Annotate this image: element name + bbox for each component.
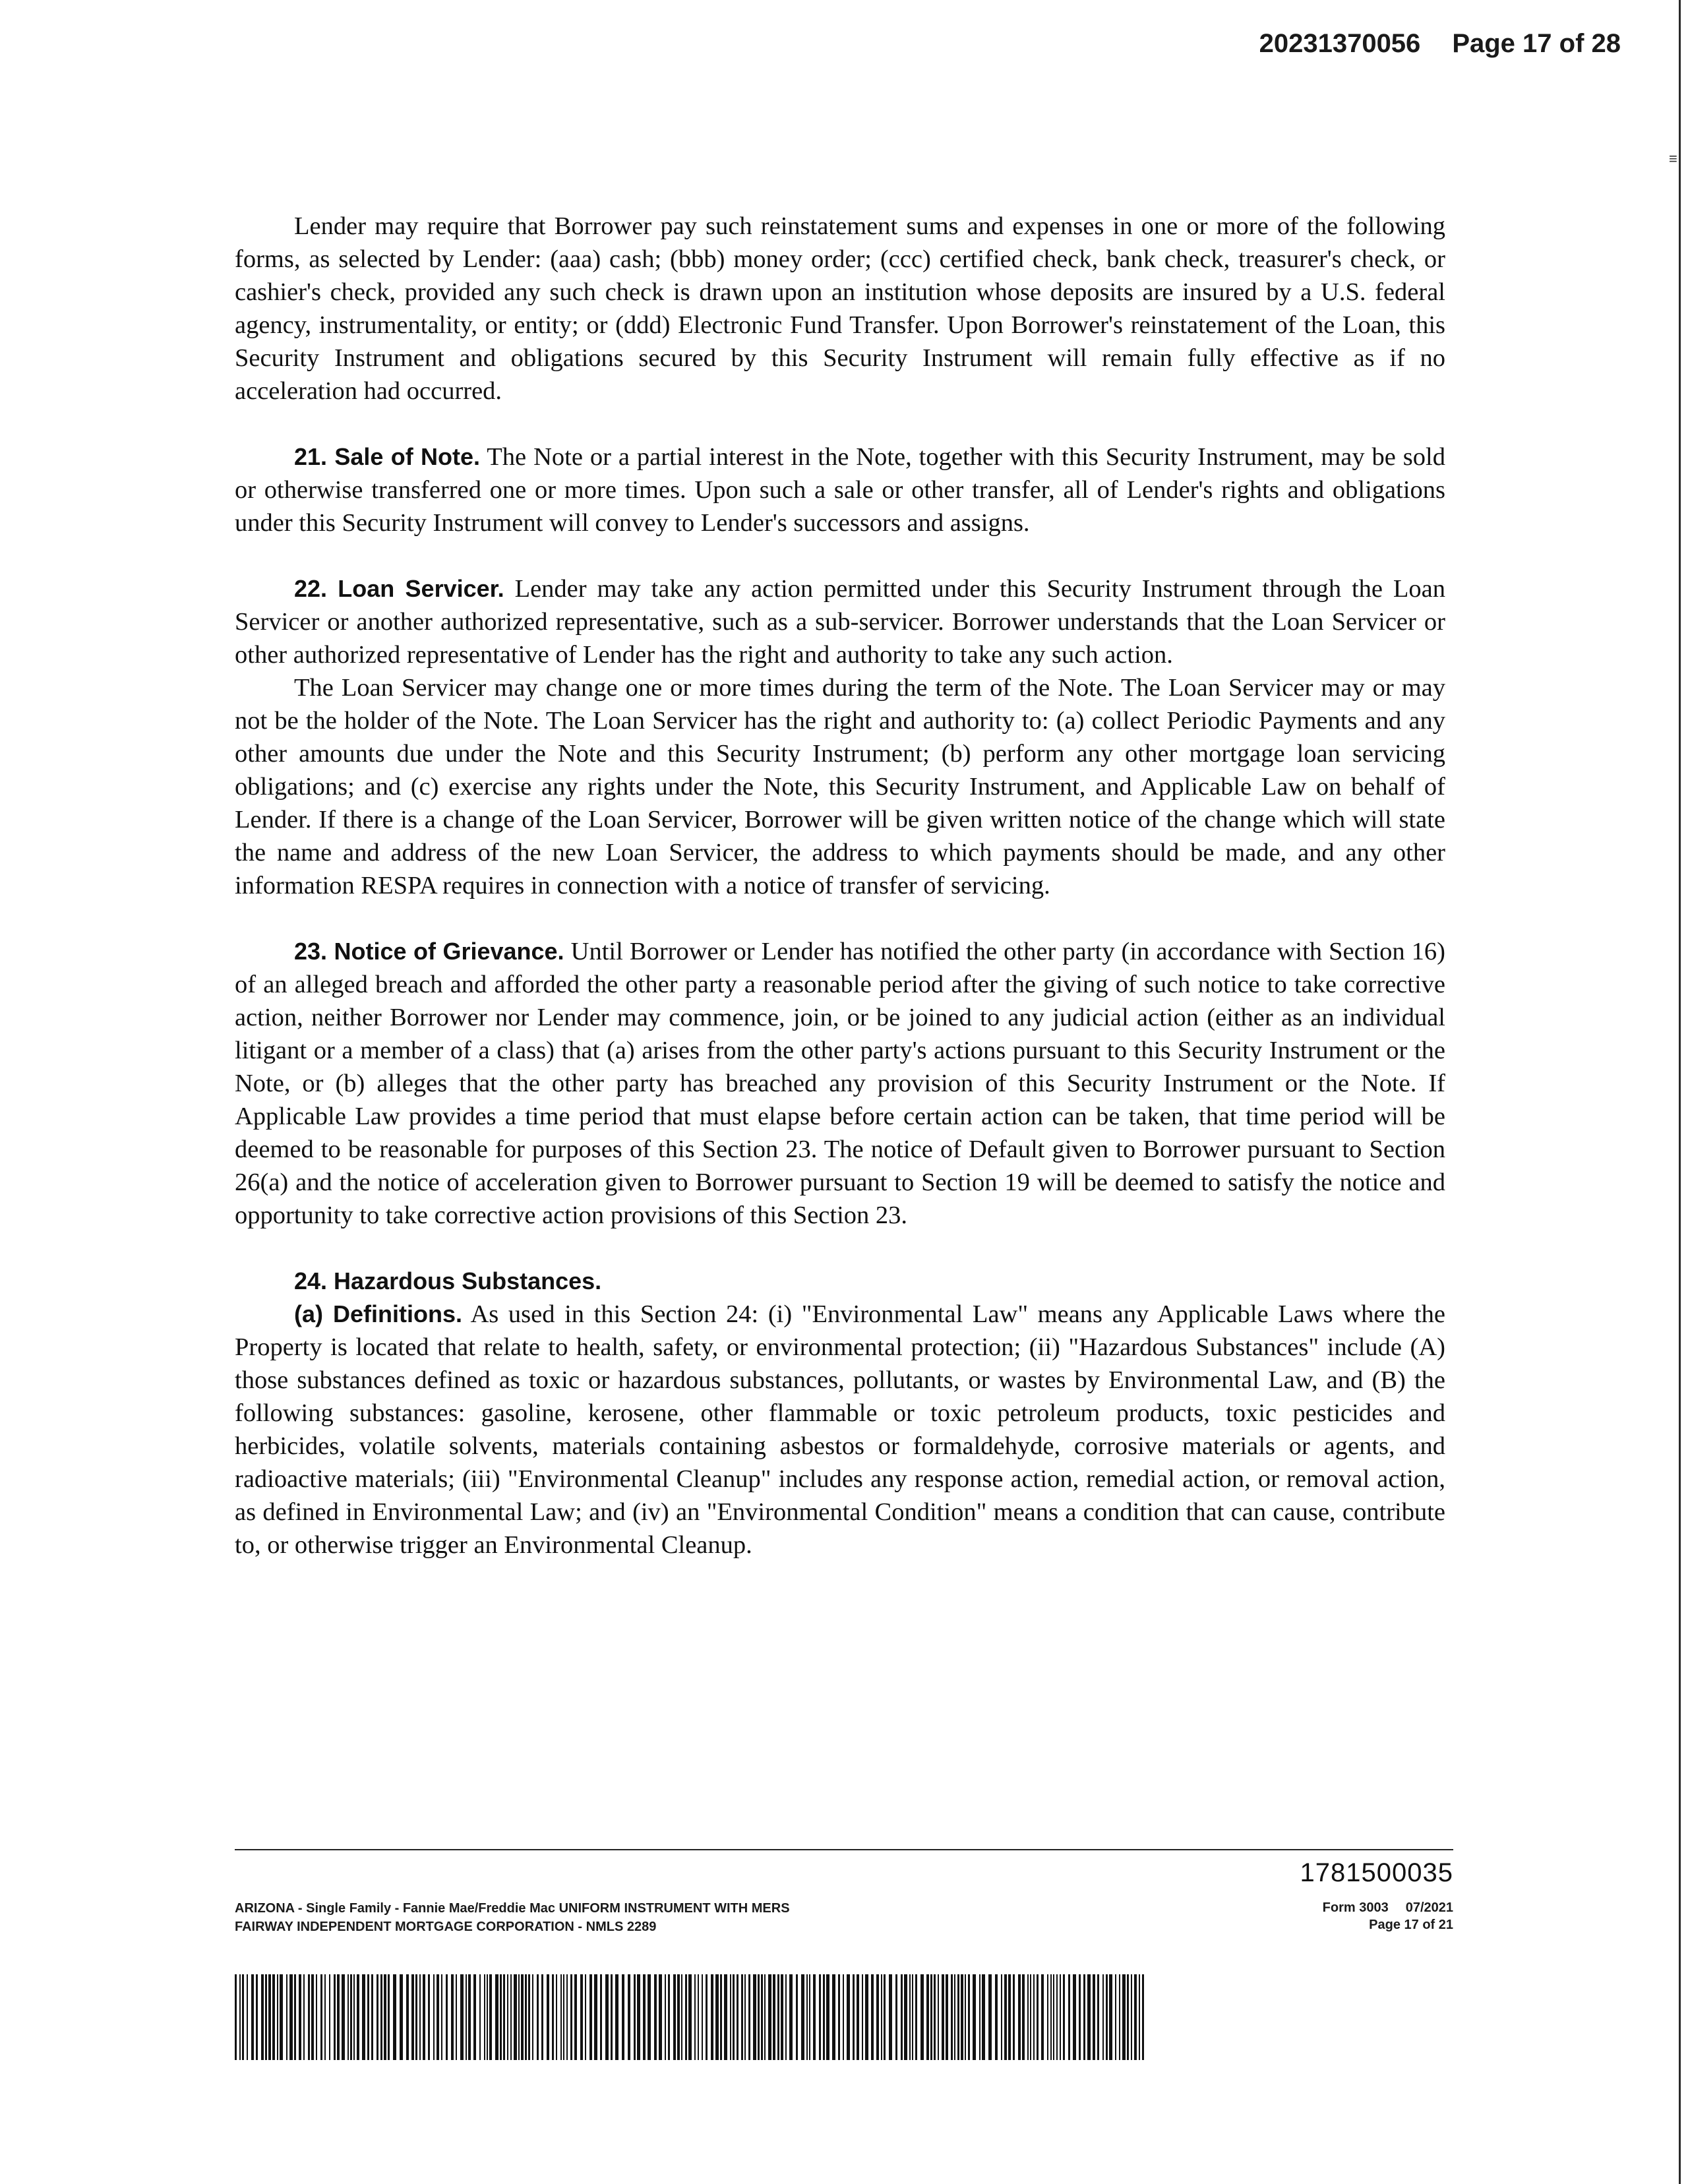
form-date: 07/2021 — [1405, 1900, 1453, 1915]
section-22 — [235, 572, 1445, 671]
section-21 — [235, 440, 1445, 539]
loan-number: 1781500035 — [1300, 1858, 1453, 1887]
form-info — [1323, 1899, 1453, 1933]
section-22-heading: 22. Loan Servicer. — [294, 575, 504, 602]
section-24-heading: 24. Hazardous Substances. — [294, 1267, 602, 1294]
form-description — [235, 1899, 790, 1936]
section-24a-heading: (a) Definitions. — [294, 1300, 462, 1327]
reinstatement-paragraph: Lender may require that Borrower pay such reinstatement sums and expenses in one or more of the following forms, as selected by Lender: (aaa) cash; (bbb) money order; (ccc) certified check, bank check, treasurer's check, or cashier's check, provided any such check is drawn upon an institution whose deposits are insured by a U.S. federal agency, instrumentality, or entity; or (ddd) Electronic Fund Transfer. Upon Borrower's reinstatement of the Loan, this Security Instrument and obligations secured by this Security Instrument will remain fully effective as if no acceleration had occurred. — [235, 212, 1445, 405]
section-22-paragraph-2: The Loan Servicer may change one or more times during the term of the Note. The Loan Servicer may or may not be the holder of the Note. The Loan Servicer has the right and authority to: (a) collect Periodic Payments and any other amounts due under the Note and this Security Instrument; (b) perform any other mortgage loan servicing obligations; and (c) exercise any rights under the Note, this Security Instrument, and Applicable Law on behalf of Lender. If there is a change of the Loan Servicer, Borrower will be given written notice of the change which will state the name and address of the new Loan Servicer, the address to which payments should be made, and any other information RESPA requires in connection with a notice of transfer of servicing. — [235, 674, 1445, 899]
page-indicator: Page 17 of 28 — [1452, 29, 1621, 58]
form-number: Form 3003 — [1322, 1900, 1389, 1915]
section-23-heading: 23. Notice of Grievance. — [294, 938, 564, 965]
section-23-text: Until Borrower or Lender has notified the other party (in accordance with Section 16) of an alleged breach and afforded the other party a reasonable period after the giving of such notice to take corrective action, neither Borrower nor Lender may commence, join, or be joined to any judicial action (either as an individual litigant or a member of a class) that (a) arises from the other party's actions pursuant to this Security Instrument or the Note, or (b) alleges that the other party has breached any provision of this Security Instrument or the Note. If Applicable Law provides a time period that must elapse before certain action can be taken, that time period will be deemed to be reasonable for purposes of this Section 23. The notice of Default given to Borrower pursuant to Section 26(a) and the notice of acceleration given to Borrower pursuant to Section 19 will be deemed to satisfy the notice and opportunity to take corrective action provisions of this Section 23. — [235, 938, 1445, 1229]
scan-edge-mark: ≡ — [1669, 150, 1677, 167]
section-24a-text: As used in this Section 24: (i) "Environmental Law" means any Applicable Laws where the Property is located that relate to health, safety, or environmental protection; (ii) "Hazardous Substances" include (A) those substances defined as toxic or hazardous substances, pollutants, or wastes by Environmental Law, and (B) the following substances: gasoline, kerosene, other flammable or toxic petroleum products, toxic pesticides and herbicides, volatile solvents, materials containing asbestos or formaldehyde, corrosive materials or agents, and radioactive materials; (iii) "Environmental Cleanup" includes any response action, remedial action, or removal action, as defined in Environmental Law; and (iv) an "Environmental Condition" means a condition that can cause, contribute to, or otherwise trigger an Environmental Cleanup. — [235, 1300, 1445, 1559]
form-description-line-2: FAIRWAY INDEPENDENT MORTGAGE CORPORATION - NMLS 2289 — [235, 1920, 657, 1934]
footer-divider — [235, 1849, 1453, 1850]
document-number: 20231370056 — [1259, 29, 1421, 58]
section-24a — [235, 1298, 1445, 1562]
barcode — [235, 1974, 1145, 2060]
document-body — [235, 210, 1445, 1562]
section-23 — [235, 935, 1445, 1232]
form-description-line-1: ARIZONA - Single Family - Fannie Mae/Freddie Mac UNIFORM INSTRUMENT WITH MERS — [235, 1901, 790, 1916]
form-page: Page 17 of 21 — [1369, 1918, 1453, 1932]
section-21-heading: 21. Sale of Note. — [294, 443, 481, 470]
section-21-text: The Note or a partial interest in the Note, together with this Security Instrument, may be sold or otherwise transferred one or more times. Upon such a sale or other transfer, all of Lender's rights and obligations under this Security Instrument will convey to Lender's successors and assigns. — [235, 443, 1445, 537]
page-header — [1259, 29, 1621, 59]
section-22-text: Lender may take any action permitted under this Security Instrument through the Loan Servicer or another authorized representative, such as a sub-servicer. Borrower understands that the Loan Servicer or other authorized representative of Lender has the right and authority to take any such action. — [235, 575, 1445, 669]
scan-edge-line — [1679, 0, 1681, 2184]
